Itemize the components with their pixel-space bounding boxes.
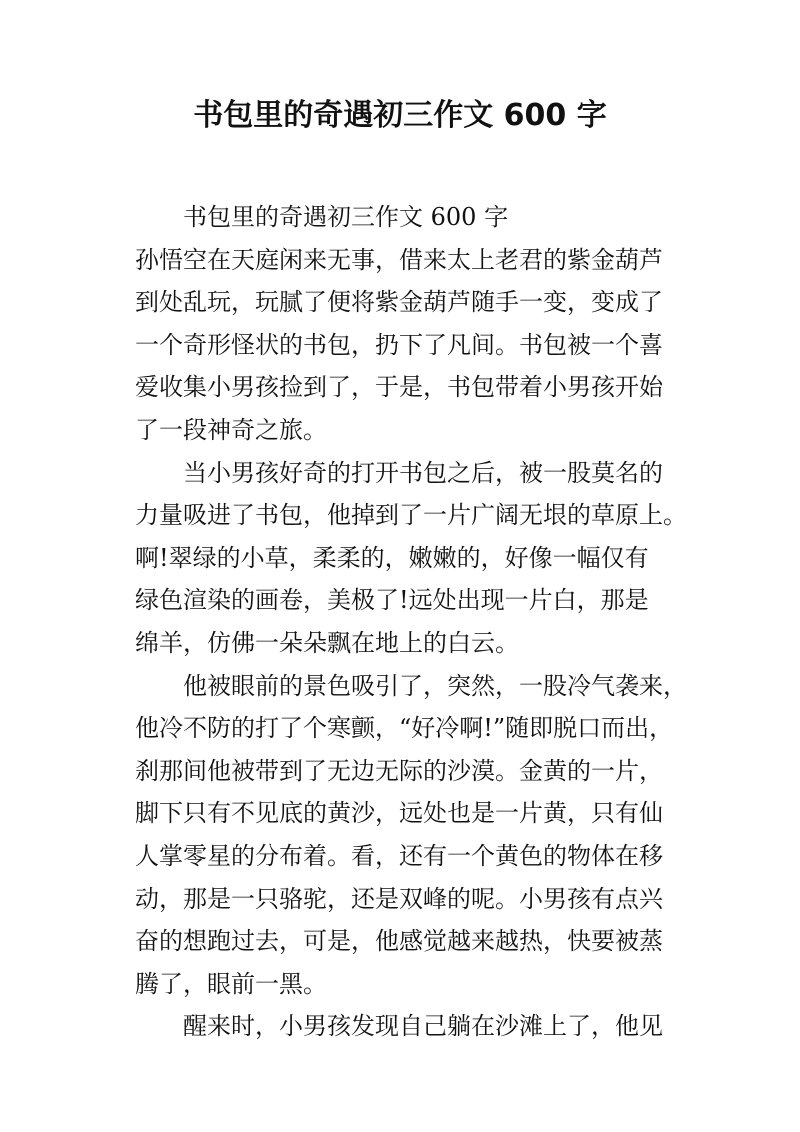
paragraph-line: 刹那间他被带到了无边无际的沙漠。金黄的一片， (135, 756, 663, 785)
paragraph-line: 了一段神奇之旅。 (135, 415, 327, 444)
paragraph-line: 人掌零星的分布着。看，还有一个黄色的物体在移 (135, 841, 663, 870)
paragraph-line: 腾了，眼前一黑。 (135, 969, 327, 998)
paragraph-first-line: 当小男孩好奇的打开书包之后，被一股莫名的 (183, 458, 663, 487)
paragraph-line: 啊!翠绿的小草，柔柔的，嫩嫩的，好像一幅仅有 (135, 543, 649, 572)
paragraph-line: 一个奇形怪状的书包，扔下了凡间。书包被一个喜 (135, 330, 663, 359)
paragraph-first-line: 书包里的奇遇初三作文 600 字 (183, 203, 509, 231)
paragraph-first-line: 醒来时，小男孩发现自己躺在沙滩上了，他见 (183, 1012, 663, 1041)
paragraph-line: 绵羊，仿佛一朵朵飘在地上的白云。 (135, 628, 519, 657)
document-body (135, 196, 695, 1048)
paragraph-line: 绿色渲染的画卷，美极了!远处出现一片白，那是 (135, 586, 649, 615)
paragraph-line: 动，那是一只骆驼，还是双峰的呢。小男孩有点兴 (135, 884, 663, 913)
paragraph-line: 孙悟空在天庭闲来无事，借来太上老君的紫金葫芦 (135, 245, 663, 274)
paragraph-line: 他冷不防的打了个寒颤，“好冷啊!”随即脱口而出， (135, 714, 674, 743)
paragraph-line: 到处乱玩，玩腻了便将紫金葫芦随手一变，变成了 (135, 288, 663, 317)
paragraph-first-line: 他被眼前的景色吸引了，突然，一股冷气袭来， (183, 671, 687, 700)
document-title: 书包里的奇遇初三作文 600 字 (193, 98, 607, 133)
paragraph-line: 爱收集小男孩捡到了，于是，书包带着小男孩开始 (135, 373, 663, 402)
paragraph-line: 脚下只有不见底的黄沙，远处也是一片黄，只有仙 (135, 799, 663, 828)
paragraph-line: 力量吸进了书包，他掉到了一片广阔无垠的草原上。 (135, 501, 687, 530)
paragraph-line: 奋的想跑过去，可是，他感觉越来越热，快要被蒸 (135, 927, 663, 956)
